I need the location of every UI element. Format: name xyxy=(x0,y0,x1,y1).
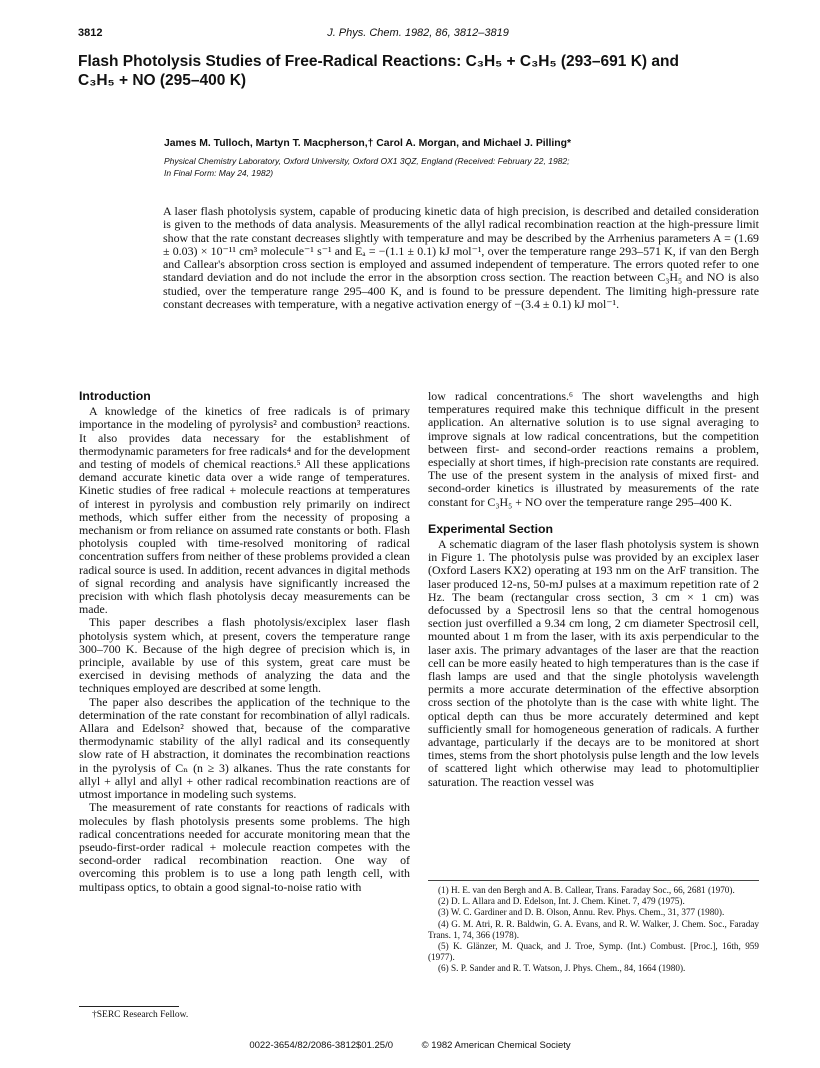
affiliation-line-1: Physical Chemistry Laboratory, Oxford University, Oxford OX1 3QZ, England (Received: February 22, 1982; xyxy=(164,156,570,166)
title-line-2: C₃H₅ + NO (295–400 K) xyxy=(78,72,247,89)
reference-list xyxy=(428,885,759,975)
reference-item: (2) D. L. Allara and D. Edelson, Int. J. Chem. Kinet. 7, 479 (1975). xyxy=(438,896,685,907)
page-number: 3812 xyxy=(78,27,103,39)
experimental-paragraph-1: A schematic diagram of the laser flash photolysis system is shown in Figure 1. The photolysis pulse was provided by an exciplex laser (Oxford Lasers KX2) operating at 193 nm on the ArF transition. The laser produced 12-ns, 50-mJ pulses at a maximum repetition rate of 2 Hz. The beam (rectangular cross section, 3 cm × 1 cm) was defocussed by a Spectrosil lens so that the central homogenous section just overfilled a 9.34 cm long, 2 cm diameter Spectrosil cell, mounted about 1 m from the laser, with its axis perpendicular to the laser axis. The primary advantages of the laser are that the reaction cell can be more easily heated to high temperatures than is the case if flash lamps are used and that the single photolysis wavelength permits a more accurate determination of the effective absorption cross section of the photolyte than is the case with white light. The optical depth can thus be more accurately determined and kept sufficiently small for homogeneous generation of radicals. A further advantage, particularly if the decays are to be monitored at short times, stems from the short photolysis pulse length and the low levels of scattered light which otherwise may lead to photomultiplier saturation. The reaction vessel was xyxy=(428,537,759,789)
article-title xyxy=(78,52,758,90)
intro-paragraph-4: The measurement of rate constants for reactions of radicals with molecules by flash photolysis presents some problems. The high radical concentrations needed for accurate monitoring mean that the pseudo-first-order radical + molecule reaction competes with the second-order radical recombination reaction. One way of overcoming this problem is to use a long path length cell, with multipass optics, to obtain a good signal-to-noise ratio with xyxy=(79,800,410,894)
introduction-heading: Introduction xyxy=(79,389,151,403)
abstract: A laser flash photolysis system, capable of producing kinetic data of high precision, is described and detailed consideration is given to the methods of data analysis. Measurements of the allyl radical recombination reaction at the high-pressure limit show that the rate constant decreases slightly with temperature and may be described by the Arrhenius parameters A = (1.69 ± 0.03) × 10⁻¹¹ cm³ molecule⁻¹ s⁻¹ and Eₐ = −(1.1 ± 0.1) kJ mol⁻¹, over the temperature range 293–571 K, if van den Bergh and Callear's absorption cross section is employed and assumed independent of temperature. The errors quoted refer to one standard deviation and do not include the error in the absorption cross section. The reaction between C₃H₅ and NO is also studied, over the temperature range 295–400 K, and is found to be pressure dependent. The limiting high-pressure rate constant decreases with temperature, with a negative activation energy of −(3.4 ± 0.1) kJ mol⁻¹. xyxy=(163,204,759,312)
author-footnote: †SERC Research Fellow. xyxy=(92,1010,189,1020)
reference-item: (6) S. P. Sander and R. T. Watson, J. Phys. Chem., 84, 1664 (1980). xyxy=(438,963,686,974)
intro-paragraph-2: This paper describes a flash photolysis/exciplex laser flash photolysis system which, at present, covers the temperature range 300–700 K. Because of the high degree of precision which is, in principle, available by use of this system, great care must be exercised in devising methods of analyzing the data and the techniques employed are described at some length. xyxy=(79,615,410,696)
title-line-1: Flash Photolysis Studies of Free-Radical Reactions: C₃H₅ + C₃H₅ (293–691 K) and xyxy=(78,53,679,70)
reference-item: (3) W. C. Gardiner and D. B. Olson, Annu. Rev. Phys. Chem., 31, 377 (1980). xyxy=(438,907,725,918)
affiliation xyxy=(164,156,664,179)
reference-item: (4) G. M. Atri, R. R. Baldwin, G. A. Evans, and R. W. Walker, J. Chem. Soc., Faraday Trans. 1, 74, 366 (1978). xyxy=(428,918,759,940)
page-footer xyxy=(0,1040,820,1051)
references-rule xyxy=(428,880,759,881)
left-column xyxy=(79,390,410,894)
article-code: 0022-3654/82/2086-3812$01.25/0 xyxy=(249,1040,393,1051)
intro-paragraph-1: A knowledge of the kinetics of free radicals is of primary importance in the modeling of pyrolysis² and combustion³ reactions. It also provides data necessary for the establishment of thermodynamic parameters for free radicals⁴ and for the development and testing of models of chemical reactions.⁵ All these applications demand accurate kinetic data over a wide range of temperatures. Kinetic studies of free radical + molecule reactions at temperatures of interest in pyrolysis and combustion rely primarily on indirect methods, which suffer either from the necessity of proposing a mechanism or from reliance on assumed rate constants or both. Flash photolysis coupled with time-resolved monitoring of radical concentration suffers from neither of these problems provided a clean radical source is used. In addition, recent advances in digital methods of signal recording and analysis have significantly increased the precision with which flash photolysis decay measurements can be made. xyxy=(79,404,410,617)
running-header xyxy=(78,27,758,41)
copyright-notice: © 1982 American Chemical Society xyxy=(421,1040,571,1051)
experimental-heading: Experimental Section xyxy=(428,521,554,536)
affiliation-line-2: In Final Form: May 24, 1982) xyxy=(164,167,274,178)
reference-item: (5) K. Glänzer, M. Quack, and J. Troe, Symp. (Int.) Combust. [Proc.], 16th, 959 (1977). xyxy=(428,941,759,963)
journal-citation: J. Phys. Chem. 1982, 86, 3812–3819 xyxy=(327,27,509,39)
footnote-rule xyxy=(79,1006,179,1007)
intro-paragraph-3: The paper also describes the application of the technique to the determination of the rate constant for recombination of allyl radicals. Allara and Edelson² showed that, because of the comparative thermodynamic stability of the allyl radical and its consequently slow rate of H abstraction, it dominates the recombination reactions in the pyrolysis of Cₙ (n ≥ 3) alkanes. Thus the rate constants for allyl + allyl and allyl + other radical recombination reactions are of utmost importance in modeling such systems. xyxy=(79,694,410,802)
author-list: James M. Tulloch, Martyn T. Macpherson,† Carol A. Morgan, and Michael J. Pilling* xyxy=(164,138,572,149)
intro-paragraph-continued: low radical concentrations.⁶ The short wavelengths and high temperatures required make this technique difficult in the present application. An alternative solution is to use signal averaging to improve signals at low radical concentrations, but the competition between first- and second-order reactions remains a problem, especially at short times, if high-precision rate constants are required. The use of the present system in the analysis of mixed first- and second-order kinetics is illustrated by measurements of the rate constant for C₃H₅ + NO over the temperature range 295–400 K. xyxy=(428,389,759,509)
reference-item: (1) H. E. van den Bergh and A. B. Callear, Trans. Faraday Soc., 66, 2681 (1970). xyxy=(438,885,735,895)
right-column xyxy=(428,390,759,789)
